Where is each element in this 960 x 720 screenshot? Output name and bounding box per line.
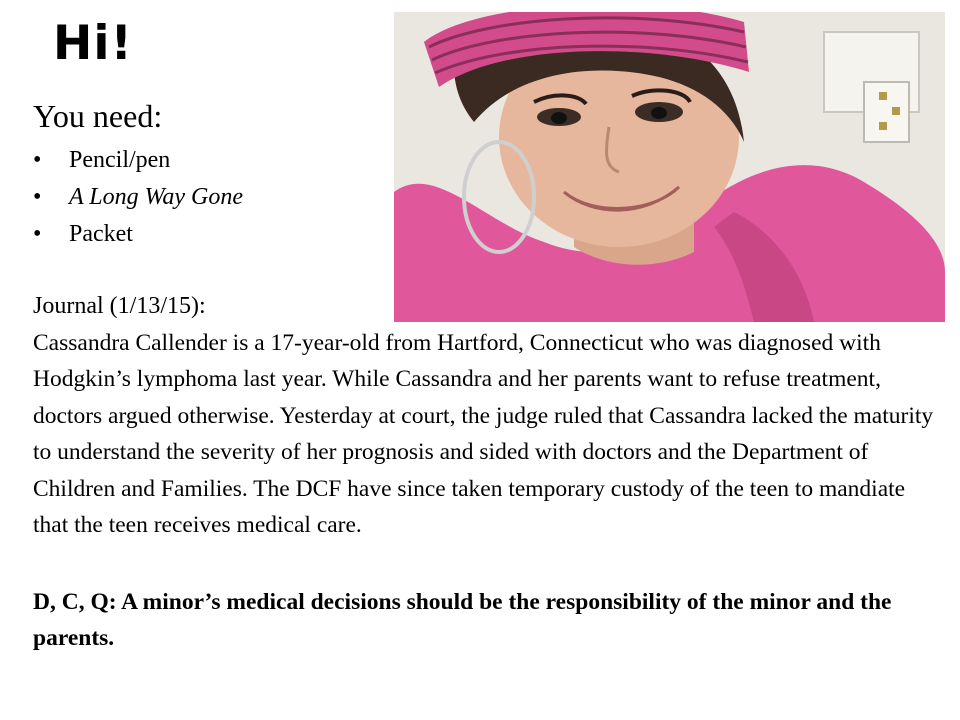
portrait-photo-icon [394, 12, 945, 322]
needs-item-label: Packet [69, 221, 133, 247]
bullet-icon: • [33, 147, 42, 173]
needs-heading: You need: [33, 98, 163, 134]
journal-paragraph: Cassandra Callender is a 17-year-old from Hartford, Connecticut who was diagnosed with Hodgkin’s lymphoma last year. While Cassandra and her parents want to refuse treatment, doctors argued otherwise. Yesterday at court, the judge ruled that Cassandra lacked the maturity to understand the severity of her prognosis and sided with doctors and the Department of Children and Families. The DCF have since taken temporary custody of the teen to mandiate that the teen receives medical care. [33, 330, 934, 539]
bullet-icon: • [33, 184, 42, 210]
needs-item-label: A Long Way Gone [69, 184, 243, 210]
needs-item [33, 181, 243, 218]
portrait-photo [394, 12, 945, 322]
needs-item-label: Pencil/pen [69, 147, 171, 173]
needs-list [33, 144, 243, 255]
discussion-prompt: D, C, Q: A minor’s medical decisions should be the responsibility of the minor and the parents. [33, 589, 892, 652]
journal-heading: Journal (1/13/15): [33, 293, 206, 319]
slide-title: Hi! [53, 16, 133, 71]
needs-item [33, 144, 243, 181]
needs-item [33, 218, 243, 255]
bullet-icon: • [33, 221, 42, 247]
